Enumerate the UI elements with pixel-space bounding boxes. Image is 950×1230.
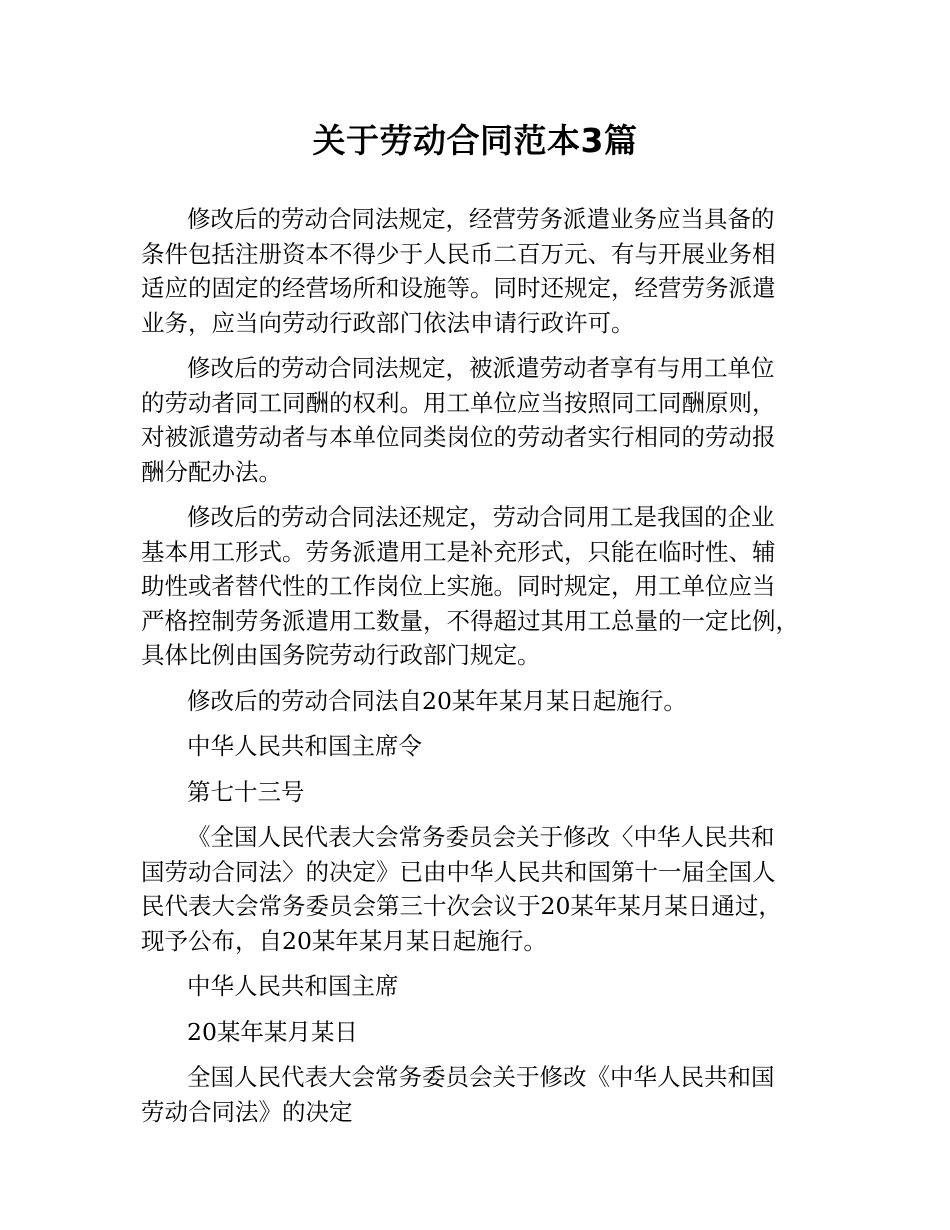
paragraph: 修改后的劳动合同法规定，被派遣劳动者享有与用工单位 的劳动者同工同酬的权利。用工单位应当按照同工同酬原则， 对被派遣劳动者与本单位同类岗位的劳动者实行相同的劳动报 酬分配办法。 — [141, 354, 776, 486]
paragraph: 第七十三号 — [187, 777, 305, 806]
document-body — [141, 202, 831, 1140]
paragraph: 修改后的劳动合同法自20某年某月某日起施行。 — [187, 686, 687, 715]
paragraph: 中华人民共和国主席令 — [187, 732, 422, 760]
paragraph: 修改后的劳动合同法规定，经营劳务派遣业务应当具备的 条件包括注册资本不得少于人民币二百万元、有与开展业务相 适应的固定的经营场所和设施等。同时还规定，经营劳务派遣 业务，应当向劳动行政部门依法申请行政许可。 — [141, 205, 776, 337]
document-title: 关于劳动合同范本3篇 — [312, 121, 638, 160]
paragraph: 中华人民共和国主席 — [187, 972, 399, 1000]
paragraph: 全国人民代表大会常务委员会关于修改《中华人民共和国 劳动合同法》的决定 — [141, 1063, 775, 1126]
paragraph: 20某年某月某日 — [187, 1017, 358, 1046]
paragraph: 《全国人民代表大会常务委员会关于修改〈中华人民共和 国劳动合同法〉的决定》已由中华人民共和国第十一届全国人 民代表大会常务委员会第三十次会议于20某年某月某日通过， 现予公布，自20某年某月某日起施行。 — [141, 823, 782, 955]
paragraph: 修改后的劳动合同法还规定，劳动合同用工是我国的企业 基本用工形式。劳务派遣用工是补充形式，只能在临时性、辅 助性或者替代性的工作岗位上实施。同时规定，用工单位应当 严格控制劳务派遣用工数量，不得超过其用工总量的一定比例， 具体比例由国务院劳动行政部门规定。 — [141, 503, 799, 669]
